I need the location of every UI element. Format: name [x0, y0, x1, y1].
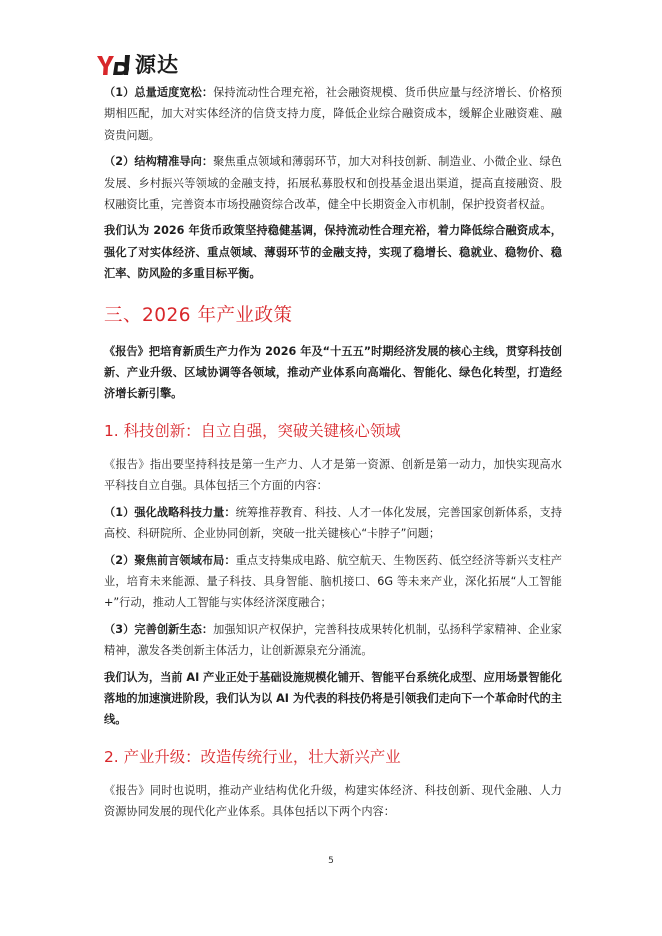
paragraph-lead: （2）聚焦前言领域布局：: [104, 553, 236, 567]
paragraph-upgrade-intro: 《报告》同时也说明，推动产业结构优化升级，构建实体经济、科技创新、现代金融、人力资源协同发展的现代化产业体系。具体包括以下两个内容：: [104, 783, 562, 819]
paragraph-lead: （3）完善创新生态：: [104, 622, 214, 636]
subsection-title-industry-upgrade: 2. 产业升级：改造传统行业，壮大新兴产业: [104, 747, 401, 766]
paragraph-innovation-ecosystem: [104, 619, 562, 662]
paragraph-monetary-conclusion: 我们认为 2026 年货币政策坚持稳健基调，保持流动性合理充裕，着力降低综合融资成本，强化了对实体经济、重点领域、薄弱环节的金融支持，实现了稳增长、稳就业、稳物价、稳汇率、防风险的多重目标平衡。: [104, 224, 562, 281]
paragraph-tech-intro: 《报告》指出要坚持科技是第一生产力、人才是第一资源、创新是第一动力，加快实现高水平科技自立自强。具体包括三个方面的内容：: [104, 457, 562, 493]
section-title-industry-policy: 三、2026 年产业政策: [104, 304, 293, 326]
paragraph-text: 聚焦重点领域和薄弱环节，加大对科技创新、制造业、小微企业、绿色发展、乡村振兴等领域的金融支持，拓展私募股权和创投基金退出渠道，提高直接融资、股权融资比重，完善资本市场投融资综合改革，健全中长期资金入市机制，保护投资者权益。: [104, 155, 562, 212]
document-body: [104, 82, 562, 823]
paragraph-text: 加强知识产权保护，完善科技成果转化机制，弘扬科学家精神、企业家精神，激发各类创新主体活力，让创新源泉充分涌流。: [104, 622, 562, 658]
paragraph-frontier-fields: [104, 550, 562, 614]
paragraph-lead: （2）结构精准导向：: [104, 155, 214, 169]
subsection-title-tech-innovation: 1. 科技创新：自立自强，突破关键核心领域: [104, 421, 401, 440]
paragraph-new-productivity: 《报告》把培育新质生产力作为 2026 年及“十五五”时期经济发展的核心主线，贯穿科技创新、产业升级、区域协调等各领域，推动产业体系向高端化、智能化、绿色化转型，打造经济增长新引擎。: [104, 344, 562, 401]
paragraph-structure-guide: [104, 151, 562, 215]
paragraph-total-loose: [104, 82, 562, 146]
brand-name: 源达: [135, 53, 179, 77]
brand-logo: [96, 52, 179, 78]
page-number: 5: [328, 856, 334, 866]
paragraph-strategic-tech: [104, 502, 562, 545]
paragraph-text: 统筹推荐教育、科技、人才一体化发展，完善国家创新体系，支持高校、科研院所、企业协同创新，突破一批关键核心“卡脖子”问题；: [104, 505, 562, 541]
yd-logo-icon: [96, 53, 132, 77]
paragraph-text: 保持流动性合理充裕，社会融资规模、货币供应量与经济增长、价格预期相匹配，加大对实体经济的信贷支持力度，降低企业综合融资成本，缓解企业融资难、融资贵问题。: [104, 86, 562, 142]
paragraph-ai-conclusion: 我们认为，当前 AI 产业正处于基础设施规模化铺开、智能平台系统化成型、应用场景智能化落地的加速演进阶段，我们认为以 AI 为代表的科技仍将是引领我们走向下一个革命时代的主线。: [104, 670, 562, 727]
paragraph-lead: （1）强化战略科技力量：: [104, 505, 236, 519]
paragraph-text: 重点支持集成电路、航空航天、生物医药、低空经济等新兴支柱产业，培育未来能源、量子科技、具身智能、脑机接口、6G 等未来产业，深化拓展“人工智能+”行动，推动人工智能与实体经济深度融合；: [104, 553, 562, 610]
paragraph-lead: （1）总量适度宽松：: [104, 86, 214, 99]
